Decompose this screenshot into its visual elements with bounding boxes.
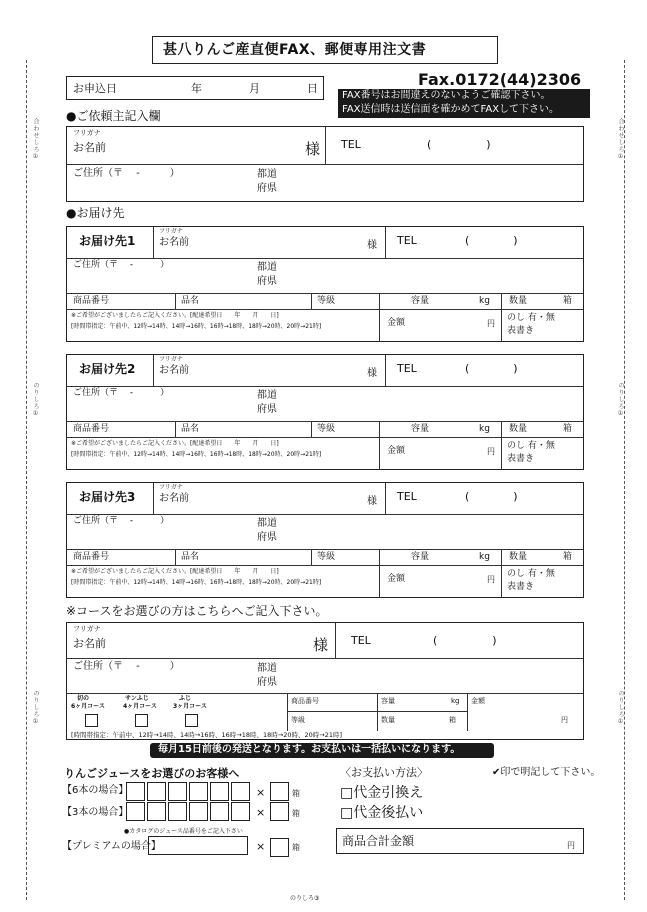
course-address-label[interactable]: ご住所（〒 - ） xyxy=(73,661,180,672)
juice-qty-cell[interactable] xyxy=(270,802,289,821)
delivery-block-2 xyxy=(66,354,584,470)
order-date-month: 月 xyxy=(249,82,260,95)
side-label-left-low: のりしろ① xyxy=(32,690,39,726)
delivery-qty-label[interactable]: 数量 xyxy=(509,424,528,434)
course-qty-label[interactable]: 数量 xyxy=(381,716,395,724)
course-box-unit: 箱 xyxy=(449,716,456,724)
requester-tel-label[interactable]: TEL xyxy=(341,138,361,151)
course-tel-label[interactable]: TEL xyxy=(351,634,371,647)
course-capacity-label[interactable]: 容量 xyxy=(381,697,395,705)
juice-code-cell[interactable] xyxy=(210,782,229,801)
fax-notice-banner xyxy=(338,89,590,118)
delivery-sama: 様 xyxy=(367,496,377,507)
juice-code-cell[interactable] xyxy=(126,802,145,821)
course-box xyxy=(66,622,584,740)
juice-times: × xyxy=(256,806,266,819)
juice-six-label: 【6本の場合】 xyxy=(62,785,129,796)
course-sama: 様 xyxy=(313,636,329,654)
juice-code-cell[interactable] xyxy=(126,782,145,801)
delivery-tel-label[interactable]: TEL xyxy=(397,362,417,375)
side-label-left-top: 合わせしろ① xyxy=(32,118,39,161)
delivery-yen: 円 xyxy=(487,319,495,328)
payment-heading: 〈お支払い方法〉 xyxy=(340,766,428,779)
delivery-grade-label[interactable]: 等級 xyxy=(317,296,336,306)
delivery-sama: 様 xyxy=(367,368,377,379)
course-furigana: フリガナ xyxy=(73,625,101,633)
requester-tel-paren: ( ) xyxy=(427,138,491,151)
delivery-item-label[interactable]: 品名 xyxy=(181,296,200,306)
juice-qty-cell[interactable] xyxy=(270,838,289,857)
delivery-request-time: [時間帯指定：午前中、12時→14時、14時→16時、16時→18時、18時→20時、20時→21時] xyxy=(71,323,322,330)
total-amount-label: 商品合計金額 xyxy=(342,834,415,848)
delivery-request-date: ※ご希望がございましたらご記入ください。[配達希望日 年 月 日] xyxy=(71,312,279,319)
left-fold-line xyxy=(26,60,27,900)
course-opt2-label: 4ヶ月コース xyxy=(123,703,157,710)
delivery-name-label[interactable]: お名前 xyxy=(159,493,189,504)
juice-times: × xyxy=(256,840,266,853)
delivery-kg: kg xyxy=(479,424,490,434)
delivery-box-unit: 箱 xyxy=(563,424,573,434)
delivery-grade-label[interactable]: 等級 xyxy=(317,424,336,434)
course-amount-label[interactable]: 金額 xyxy=(471,697,485,705)
delivery-capacity-label[interactable]: 容量 xyxy=(411,424,430,434)
juice-code-cell[interactable] xyxy=(147,802,166,821)
delivery-qty-label[interactable]: 数量 xyxy=(509,296,528,306)
order-date-box[interactable] xyxy=(66,76,324,100)
requester-name-label[interactable]: お名前 xyxy=(73,141,106,154)
side-label-left-mid: のりしろ① xyxy=(32,382,39,418)
course-tel-paren: ( ) xyxy=(433,634,497,647)
juice-box-unit: 箱 xyxy=(292,789,300,798)
delivery-grade-label[interactable]: 等級 xyxy=(317,552,336,562)
total-amount-yen: 円 xyxy=(567,841,575,850)
delivery-todo: 都道 xyxy=(257,262,277,273)
delivery-box-unit: 箱 xyxy=(563,552,573,562)
delivery-furigana: フリガナ xyxy=(159,484,183,491)
delivery-title: お届け先1 xyxy=(79,234,136,248)
juice-box-unit: 箱 xyxy=(292,843,300,852)
delivery-block-1 xyxy=(66,226,584,342)
delivery-yen: 円 xyxy=(487,447,495,456)
juice-note: ●カタログのジュース品番号をご記入下さい xyxy=(124,828,243,835)
juice-premium-label: 【プレミアムの場合】 xyxy=(62,841,161,852)
page-title: 甚八りんご産直便FAX、郵便専用注文書 xyxy=(163,42,427,58)
delivery-furigana: フリガナ xyxy=(159,356,183,363)
course-time-note: [時間帯指定：午前中、12時→14時、14時→16時、16時→18時、18時→20時、20時→21時] xyxy=(71,731,343,739)
juice-code-cell[interactable] xyxy=(168,782,187,801)
fax-number: Fax.0172(44)2306 xyxy=(418,70,582,89)
delivery-fuken: 府県 xyxy=(257,404,277,415)
delivery-omotegaki[interactable]: 表書き xyxy=(507,326,535,336)
side-label-right-mid: のりしろ① xyxy=(617,382,624,418)
requester-address-label[interactable]: ご住所（〒 - ） xyxy=(73,168,180,179)
course-code-label[interactable]: 商品番号 xyxy=(291,697,319,705)
delivery-omotegaki[interactable]: 表書き xyxy=(507,454,535,464)
juice-code-cell[interactable] xyxy=(168,802,187,821)
requester-todo: 都道 xyxy=(257,169,277,180)
delivery-name-label[interactable]: お名前 xyxy=(159,365,189,376)
juice-code-cell[interactable] xyxy=(189,782,208,801)
delivery-name-label[interactable]: お名前 xyxy=(159,237,189,248)
delivery-item-label[interactable]: 品名 xyxy=(181,552,200,562)
fax-notice-1: FAX番号はお間違えのないようご確認下さい。 xyxy=(342,90,551,101)
course-kg: kg xyxy=(451,697,460,705)
juice-code-cell[interactable] xyxy=(231,802,250,821)
payment-cod-option[interactable]: □代金引換え xyxy=(340,785,424,801)
order-date-day: 日 xyxy=(307,82,318,95)
delivery-code-label[interactable]: 商品番号 xyxy=(73,552,110,562)
delivery-kg: kg xyxy=(479,552,490,562)
course-banner-text: 毎月15日前後の発送となります。お支払いは一括払いになります。 xyxy=(158,744,461,755)
course-opt1-checkbox[interactable] xyxy=(85,714,98,727)
delivery-kg: kg xyxy=(479,296,490,306)
juice-times: × xyxy=(256,786,266,799)
delivery-noshi[interactable]: のし 有・無 xyxy=(507,313,555,323)
requester-section-label: ●ご依頼主記入欄 xyxy=(66,109,161,123)
course-name-label[interactable]: お名前 xyxy=(73,637,106,650)
course-opt1-label: 6ヶ月コース xyxy=(71,703,105,710)
title-box xyxy=(152,36,498,64)
delivery-capacity-label[interactable]: 容量 xyxy=(411,296,430,306)
delivery-request-date: ※ご希望がございましたらご記入ください。[配達希望日 年 月 日] xyxy=(71,568,279,575)
course-opt2-checkbox[interactable] xyxy=(135,714,148,727)
delivery-tel-paren: ( ) xyxy=(465,362,518,375)
delivery-tel-label[interactable]: TEL xyxy=(397,490,417,503)
course-yen: 円 xyxy=(561,716,568,724)
course-opt3-top: ふじ xyxy=(179,695,192,702)
delivery-capacity-label[interactable]: 容量 xyxy=(411,552,430,562)
delivery-amount-label[interactable]: 金額 xyxy=(387,574,406,584)
course-opt3-checkbox[interactable] xyxy=(185,714,198,727)
side-label-right-top: 合わせしろ① xyxy=(617,118,624,161)
requester-furigana: フリガナ xyxy=(73,129,101,137)
delivery-amount-label[interactable]: 金額 xyxy=(387,318,406,328)
delivery-code-label[interactable]: 商品番号 xyxy=(73,296,110,306)
delivery-box-unit: 箱 xyxy=(563,296,573,306)
course-banner xyxy=(150,743,494,758)
delivery-title: お届け先2 xyxy=(79,362,136,376)
delivery-fuken: 府県 xyxy=(257,276,277,287)
juice-three-label: 【3本の場合】 xyxy=(62,807,129,818)
delivery-todo: 都道 xyxy=(257,518,277,529)
juice-code-cell[interactable] xyxy=(147,782,166,801)
delivery-qty-label[interactable]: 数量 xyxy=(509,552,528,562)
payment-check-note: ✔印で明記して下さい。 xyxy=(492,767,601,778)
order-date-label: お申込日 xyxy=(73,82,117,95)
course-opt3-label: 3ヶ月コース xyxy=(173,703,207,710)
delivery-request-time: [時間帯指定：午前中、12時→14時、14時→16時、16時→18時、18時→20時、20時→21時] xyxy=(71,451,322,458)
fax-notice-2: FAX送信時は送信面を確かめてFAXして下さい。 xyxy=(342,104,560,115)
delivery-sama: 様 xyxy=(367,240,377,251)
juice-box-unit: 箱 xyxy=(292,809,300,818)
delivery-address-label[interactable]: ご住所（〒 - ） xyxy=(73,516,170,526)
delivery-request-date: ※ご希望がございましたらご記入ください。[配達希望日 年 月 日] xyxy=(71,440,279,447)
delivery-tel-label[interactable]: TEL xyxy=(397,234,417,247)
side-label-right-low: のりしろ① xyxy=(617,690,624,726)
delivery-fuken: 府県 xyxy=(257,532,277,543)
course-opt2-top: サンふじ xyxy=(125,695,149,702)
right-fold-line xyxy=(624,60,625,900)
delivery-todo: 都道 xyxy=(257,390,277,401)
course-grade-label[interactable]: 等級 xyxy=(291,716,305,724)
delivery-block-3 xyxy=(66,482,584,598)
delivery-title: お届け先3 xyxy=(79,490,136,504)
delivery-noshi[interactable]: のし 有・無 xyxy=(507,569,555,579)
course-opt1-top: 切の xyxy=(77,695,90,702)
course-heading: ※コースをお選びの方はこちらへご記入下さい。 xyxy=(66,604,328,618)
juice-code-cell[interactable] xyxy=(231,782,250,801)
payment-postpay-option[interactable]: □代金後払い xyxy=(340,805,424,821)
juice-heading: りんごジュースをお選びのお客様へ xyxy=(64,767,240,780)
delivery-yen: 円 xyxy=(487,575,495,584)
delivery-address-label[interactable]: ご住所（〒 - ） xyxy=(73,260,170,270)
juice-code-cell[interactable] xyxy=(189,802,208,821)
delivery-omotegaki[interactable]: 表書き xyxy=(507,582,535,592)
requester-sama: 様 xyxy=(305,140,321,158)
delivery-furigana: フリガナ xyxy=(159,228,183,235)
total-amount-box[interactable] xyxy=(336,828,584,854)
footer-label: のりしろ③ xyxy=(290,895,320,902)
delivery-code-label[interactable]: 商品番号 xyxy=(73,424,110,434)
delivery-address-label[interactable]: ご住所（〒 - ） xyxy=(73,388,170,398)
requester-fuken: 府県 xyxy=(257,183,277,194)
course-fuken: 府県 xyxy=(257,677,277,688)
delivery-tel-paren: ( ) xyxy=(465,490,518,503)
requester-box xyxy=(66,126,584,202)
juice-premium-code-field[interactable] xyxy=(148,836,248,855)
delivery-noshi[interactable]: のし 有・無 xyxy=(507,441,555,451)
delivery-section-label: ●お届け先 xyxy=(66,206,125,220)
juice-qty-cell[interactable] xyxy=(270,782,289,801)
juice-code-cell[interactable] xyxy=(210,802,229,821)
order-date-year: 年 xyxy=(191,82,202,95)
delivery-item-label[interactable]: 品名 xyxy=(181,424,200,434)
delivery-amount-label[interactable]: 金額 xyxy=(387,446,406,456)
course-todo: 都道 xyxy=(257,663,277,674)
delivery-tel-paren: ( ) xyxy=(465,234,518,247)
delivery-request-time: [時間帯指定：午前中、12時→14時、14時→16時、16時→18時、18時→20時、20時→21時] xyxy=(71,579,322,586)
